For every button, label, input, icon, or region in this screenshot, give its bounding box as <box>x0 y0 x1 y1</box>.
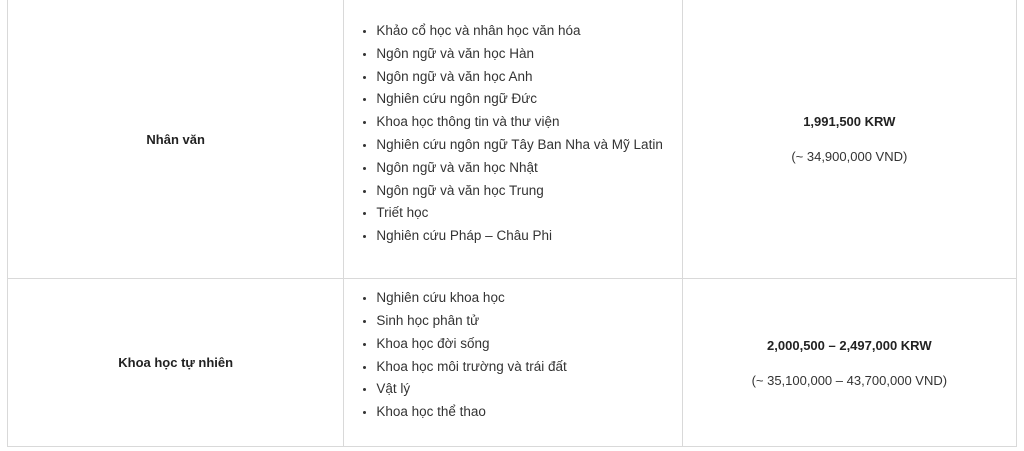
fee-vnd: (~ 34,900,000 VND) <box>791 149 908 164</box>
list-item: • Ngôn ngữ và văn học Anh <box>376 66 681 89</box>
list-item: • Triết học <box>376 202 681 225</box>
faculty-name: Nhân văn <box>146 131 205 147</box>
list-item: • Ngôn ngữ và văn học Nhật <box>376 157 681 180</box>
list-item: • Nghiên cứu ngôn ngữ Đức <box>376 88 681 111</box>
list-item: • Khoa học thông tin và thư viện <box>376 111 681 134</box>
fee-cell <box>682 0 1016 279</box>
table-row <box>8 0 1017 279</box>
fee-vnd: (~ 35,100,000 – 43,700,000 VND) <box>751 372 948 388</box>
tuition-table <box>7 0 1017 447</box>
list-item: • Nghiên cứu khoa học <box>376 287 681 310</box>
list-item: • Khoa học thể thao <box>376 401 681 424</box>
fee-krw: 2,000,500 – 2,497,000 KRW <box>767 337 932 353</box>
list-item: • Sinh học phân tử <box>376 310 681 333</box>
list-item: • Ngôn ngữ và văn học Trung <box>376 180 681 203</box>
list-item: • Vật lý <box>376 378 681 401</box>
majors-cell <box>344 279 682 447</box>
faculty-cell <box>8 279 344 447</box>
fee-krw: 1,991,500 KRW <box>803 114 896 129</box>
list-item: • Nghiên cứu ngôn ngữ Tây Ban Nha và Mỹ Latin <box>376 134 681 157</box>
list-item: • Khoa học môi trường và trái đất <box>376 356 681 379</box>
list-item: • Khảo cổ học và nhân học văn hóa <box>376 20 681 43</box>
list-item: • Khoa học đời sống <box>376 333 681 356</box>
fee-cell <box>682 279 1016 447</box>
faculty-name: Khoa học tự nhiên <box>118 355 234 370</box>
list-item: • Ngôn ngữ và văn học Hàn <box>376 43 681 66</box>
list-item: • Nghiên cứu Pháp – Châu Phi <box>376 225 681 248</box>
majors-cell <box>344 0 682 279</box>
table-row <box>8 279 1017 447</box>
majors-list <box>344 20 681 248</box>
majors-list <box>344 287 681 424</box>
faculty-cell <box>8 0 344 279</box>
